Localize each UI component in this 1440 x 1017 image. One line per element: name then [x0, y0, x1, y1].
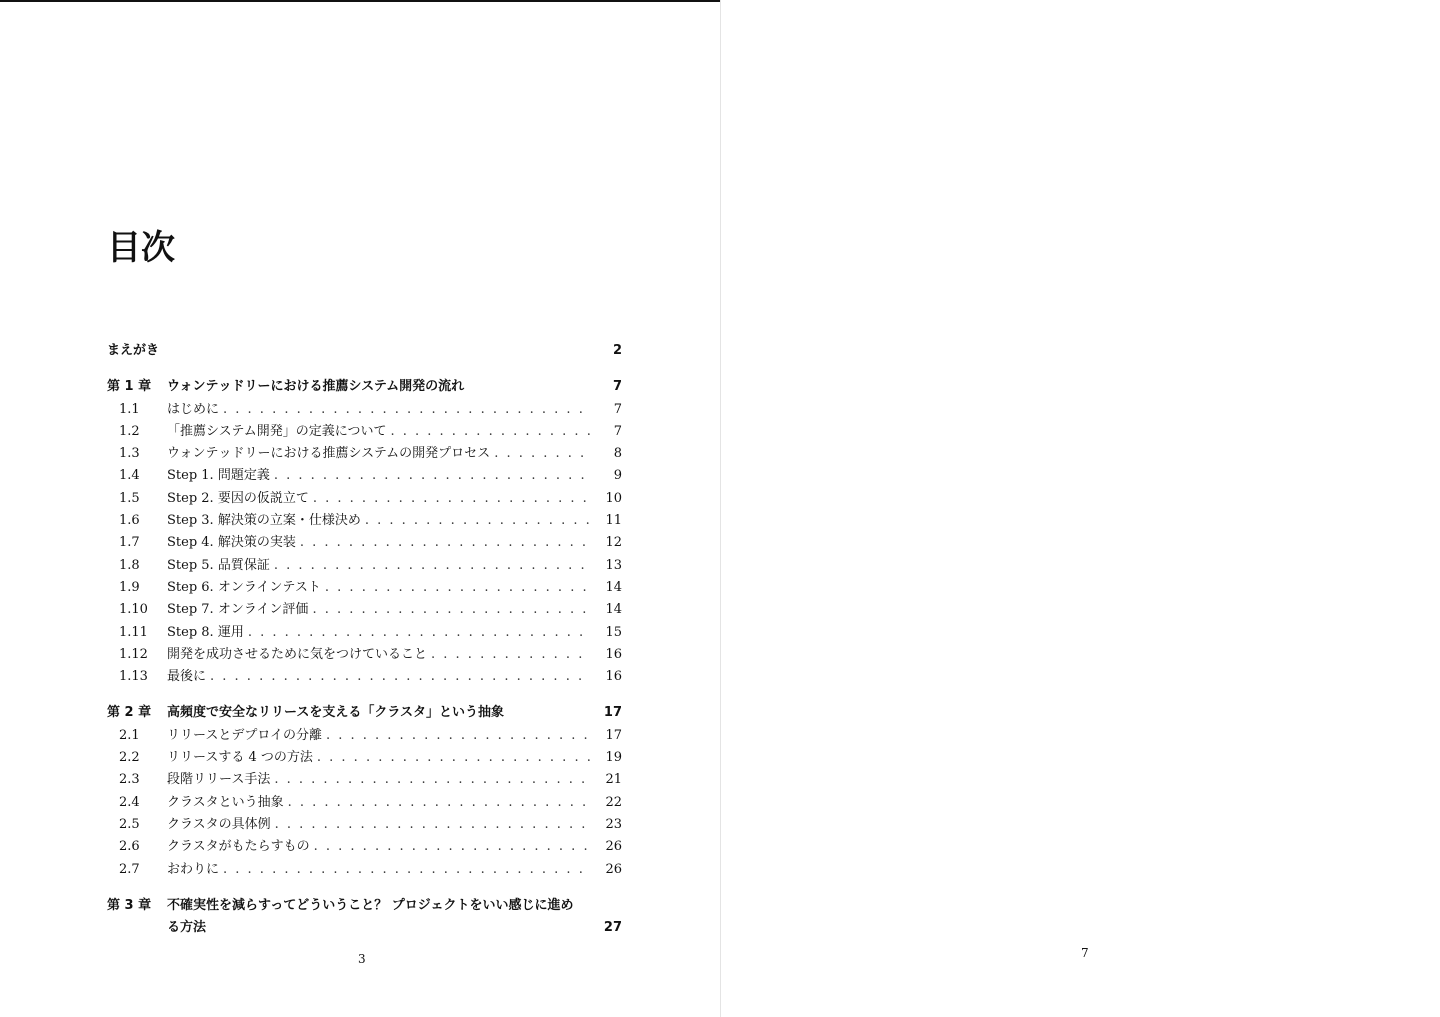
toc-chapter: [107, 376, 622, 688]
section-number: 2.7: [119, 861, 140, 877]
section-title: 「推薦システム開発」の定義について: [167, 423, 387, 439]
toc-chapter: [107, 702, 622, 880]
section-number: 1.4: [119, 468, 140, 484]
preface-title: まえがき: [107, 343, 160, 358]
section-number: 1.13: [119, 669, 148, 685]
toc-entry-section[interactable]: [107, 421, 622, 443]
toc-entry-section[interactable]: [107, 532, 622, 554]
toc-entry-section[interactable]: [107, 836, 622, 858]
section-number: 1.3: [119, 446, 140, 462]
dot-leader: [223, 399, 590, 421]
section-page: 21: [605, 772, 622, 788]
dot-leader: [494, 443, 590, 465]
section-number: 2.5: [119, 816, 140, 832]
section-number: 2.4: [119, 794, 140, 810]
section-number: 2.6: [119, 839, 140, 855]
toc-entry-section[interactable]: [107, 443, 622, 465]
toc-entry-section[interactable]: [107, 577, 622, 599]
toc-entry-section[interactable]: [107, 599, 622, 621]
section-title: Step 1. 問題定義: [167, 468, 270, 484]
section-number: 1.7: [119, 535, 140, 551]
dot-leader: [275, 814, 590, 836]
section-title: Step 4. 解決策の実装: [167, 535, 296, 551]
toc-entry-section[interactable]: [107, 622, 622, 644]
dot-leader: [431, 644, 590, 666]
section-number: 2.2: [119, 750, 140, 766]
dot-leader: [274, 465, 590, 487]
toc-entry-section[interactable]: [107, 488, 622, 510]
section-title: Step 2. 要因の仮説立て: [167, 490, 309, 506]
section-page: 11: [605, 513, 622, 529]
section-page: 19: [605, 750, 622, 766]
section-page: 16: [605, 669, 622, 685]
toc-entry-preface[interactable]: [107, 340, 622, 362]
toc-entry-chapter[interactable]: [107, 376, 622, 398]
chapter-page: 7: [612, 379, 622, 395]
dot-leader: [317, 747, 590, 769]
dot-leader: [210, 666, 590, 688]
page-number: 7: [1081, 946, 1089, 960]
section-title: おわりに: [167, 861, 220, 877]
section-page: 9: [613, 468, 622, 484]
section-title: 段階リリース手法: [167, 772, 271, 788]
section-number: 1.11: [119, 624, 148, 640]
section-page: 13: [605, 557, 622, 573]
section-title: 開発を成功させるために気をつけていること: [167, 646, 428, 662]
section-page: 7: [613, 401, 622, 417]
section-page: 12: [605, 535, 622, 551]
section-title: クラスタという抽象: [167, 794, 284, 810]
section-title: Step 7. オンライン評価: [167, 602, 309, 618]
section-number: 1.5: [119, 490, 140, 506]
section-number: 1.8: [119, 557, 140, 573]
toc-entry-section[interactable]: [107, 747, 622, 769]
chapter-page: 27: [603, 920, 622, 936]
dot-leader: [390, 421, 590, 443]
toc-list: [107, 340, 622, 953]
preface-page: 2: [612, 343, 622, 358]
section-page: 8: [613, 446, 622, 462]
section-number: 1.10: [119, 602, 148, 618]
section-number: 1.1: [119, 401, 140, 417]
section-page: 16: [605, 646, 622, 662]
section-title: クラスタの具体例: [167, 816, 271, 832]
section-title: 最後に: [167, 669, 207, 685]
chapter-number: 第 3 章: [107, 897, 152, 913]
toc-entry-section[interactable]: [107, 555, 622, 577]
dot-leader: [313, 488, 590, 510]
toc-chapters: [107, 376, 622, 939]
section-title: はじめに: [167, 401, 220, 417]
chapter-title: 高頻度で安全なリリースを支える「クラスタ」という抽象: [167, 705, 504, 721]
section-title: Step 8. 運用: [167, 624, 244, 640]
section-page: 22: [605, 794, 622, 810]
section-page: 23: [605, 816, 622, 832]
toc-entry-section[interactable]: [107, 792, 622, 814]
section-number: 2.1: [119, 727, 140, 743]
section-page: 10: [605, 490, 622, 506]
chapter-page: [720, 0, 1440, 1017]
section-page: 17: [605, 727, 622, 743]
section-title: リリースとデプロイの分離: [167, 727, 322, 743]
toc-entry-section[interactable]: [107, 510, 622, 532]
section-number: 1.6: [119, 513, 140, 529]
dot-leader: [274, 555, 590, 577]
toc-chapter: [107, 895, 622, 940]
dot-leader: [325, 577, 590, 599]
toc-entry-chapter[interactable]: [107, 895, 622, 940]
dot-leader: [314, 836, 590, 858]
dot-leader: [223, 859, 590, 881]
section-number: 2.3: [119, 772, 140, 788]
dot-leader: [326, 725, 590, 747]
section-page: 14: [605, 579, 622, 595]
section-page: 7: [613, 423, 622, 439]
dot-leader: [312, 599, 590, 621]
section-page: 14: [605, 602, 622, 618]
toc-entry-section[interactable]: [107, 666, 622, 688]
chapter-number: 第 1 章: [107, 379, 152, 395]
section-title: Step 5. 品質保証: [167, 557, 270, 573]
section-title: Step 3. 解決策の立案・仕様決め: [167, 513, 361, 529]
section-number: 1.9: [119, 579, 140, 595]
toc-entry-section[interactable]: [107, 465, 622, 487]
section-page: 26: [605, 839, 622, 855]
section-page: 26: [605, 861, 622, 877]
dot-leader: [365, 510, 590, 532]
chapter-number: 第 2 章: [107, 705, 152, 721]
dot-leader: [248, 622, 590, 644]
section-number: 1.12: [119, 646, 148, 662]
section-title: リリースする 4 つの方法: [167, 750, 313, 766]
dot-leader: [274, 769, 590, 791]
chapter-title: ウォンテッドリーにおける推薦システム開発の流れ: [167, 379, 465, 395]
toc-entry-section[interactable]: [107, 725, 622, 747]
chapter-title: 不確実性を減らすってどういうこと？ プロジェクトをいい感じに進める方法: [167, 897, 574, 936]
toc-entry-chapter[interactable]: [107, 702, 622, 724]
toc-entry-section[interactable]: [107, 859, 622, 881]
section-title: Step 6. オンラインテスト: [167, 579, 321, 595]
toc-entry-section[interactable]: [107, 769, 622, 791]
section-page: 15: [605, 624, 622, 640]
dot-leader: [288, 792, 590, 814]
dot-leader: [300, 532, 590, 554]
toc-heading: 目次: [107, 228, 175, 268]
chapter-page: 17: [603, 705, 622, 721]
section-title: ウォンテッドリーにおける推薦システムの開発プロセス: [167, 446, 491, 462]
toc-entry-section[interactable]: [107, 644, 622, 666]
toc-entry-section[interactable]: [107, 399, 622, 421]
toc-entry-section[interactable]: [107, 814, 622, 836]
section-number: 1.2: [119, 423, 140, 439]
page-number: 3: [358, 952, 366, 966]
section-title: クラスタがもたらすもの: [167, 839, 310, 855]
